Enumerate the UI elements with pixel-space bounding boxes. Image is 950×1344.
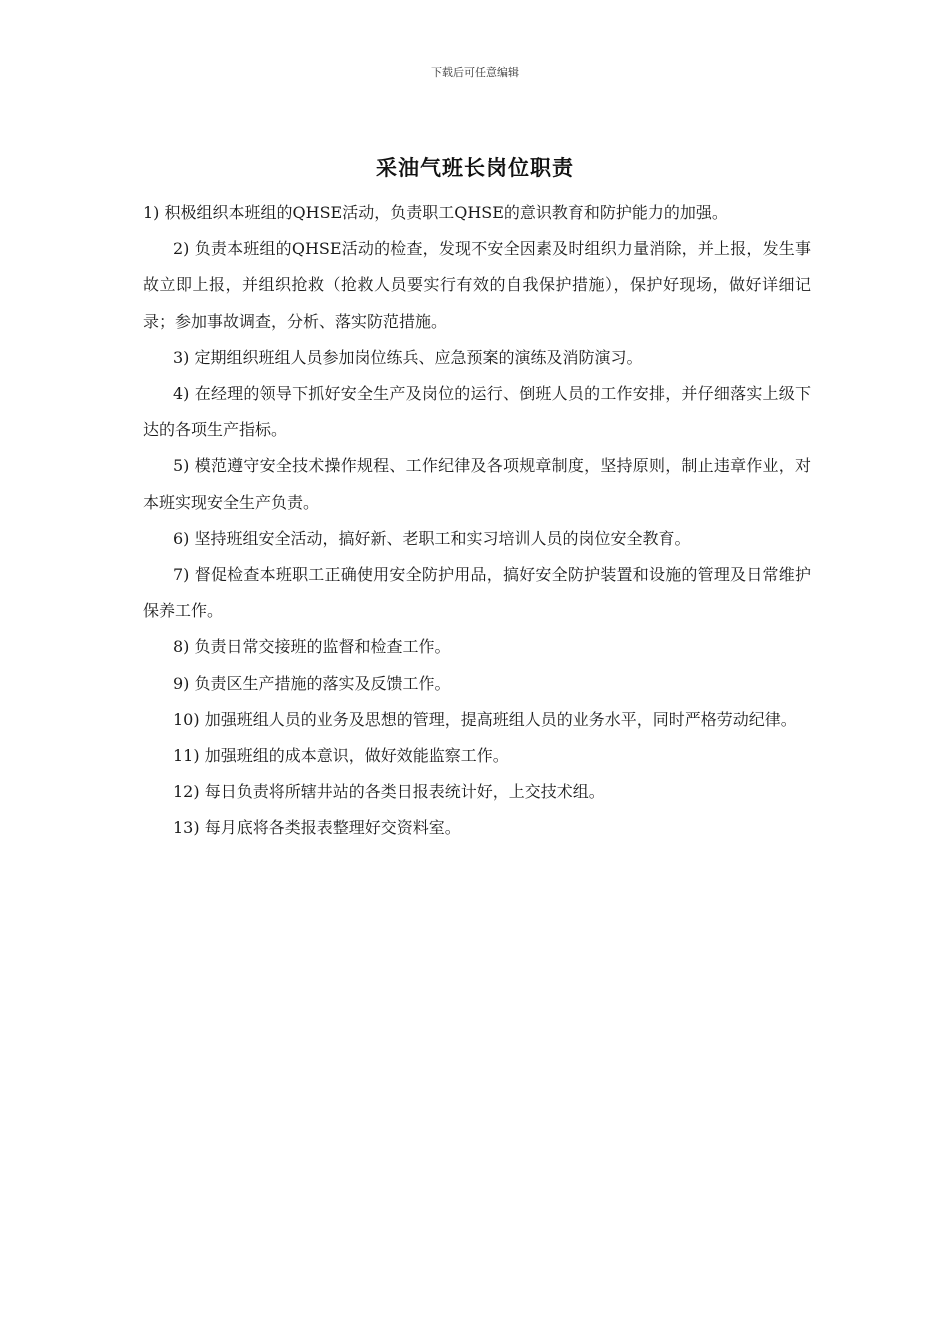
duty-item-6: 6) 坚持班组安全活动，搞好新、老职工和实习培训人员的岗位安全教育。 [173,528,691,548]
duty-item-10: 10) 加强班组人员的业务及思想的管理，提高班组人员的业务水平，同时严格劳动纪律。 [173,709,797,729]
duty-item-2: 2) 负责本班组的QHSE活动的检查，发现不安全因素及时组织力量消除，并上报，发生事故立即上报，并组织抢救（抢救人员要实行有效的自我保护措施），保护好现场，做好详细记录；参加事故调查，分析、落实防范措施。 [143,239,811,331]
document-title: 采油气班长岗位职责 [376,155,574,180]
document-body [143,195,811,847]
duty-item-7: 7) 督促检查本班职工正确使用安全防护用品，搞好安全防护装置和设施的管理及日常维护保养工作。 [143,565,811,621]
duty-item-9: 9) 负责区生产措施的落实及反馈工作。 [173,673,451,693]
duty-item-12: 12) 每日负责将所辖井站的各类日报表统计好，上交技术组。 [173,782,605,802]
duty-item-11: 11) 加强班组的成本意识，做好效能监察工作。 [173,746,509,766]
duty-item-8: 8) 负责日常交接班的监督和检查工作。 [173,637,451,657]
duty-item-4: 4) 在经理的领导下抓好安全生产及岗位的运行、倒班人员的工作安排，并仔细落实上级下达的各项生产指标。 [143,384,811,440]
duty-item-13: 13) 每月底将各类报表整理好交资料室。 [173,818,461,838]
page-header-note: 下载后可任意编辑 [431,66,519,79]
duty-item-3: 3) 定期组织班组人员参加岗位练兵、应急预案的演练及消防演习。 [173,347,643,367]
duty-item-5: 5) 模范遵守安全技术操作规程、工作纪律及各项规章制度，坚持原则，制止违章作业，对本班实现安全生产负责。 [143,456,811,512]
duty-item-1: 1) 积极组织本班组的QHSE活动，负责职工QHSE的意识教育和防护能力的加强。 [143,203,728,222]
